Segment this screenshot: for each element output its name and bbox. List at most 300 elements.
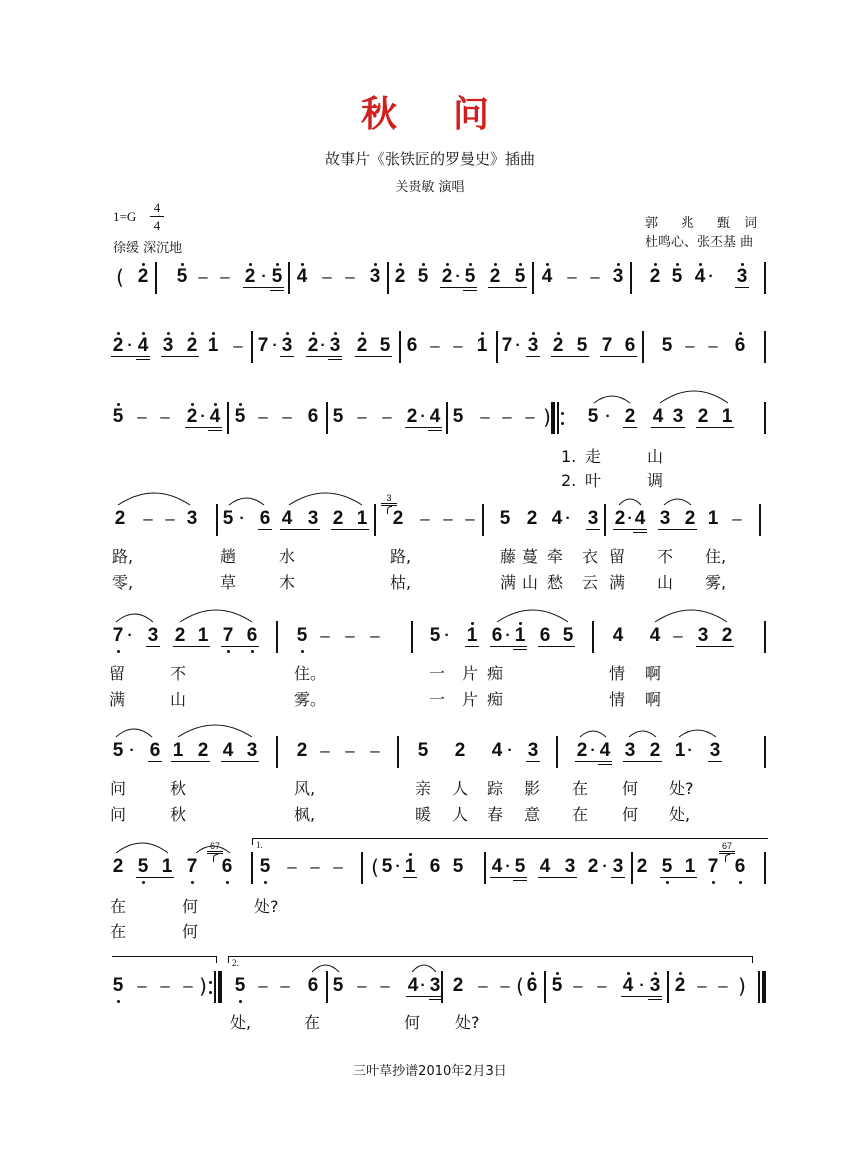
dash-extension: – <box>357 976 367 995</box>
octave-dot-above-icon <box>532 332 535 335</box>
dash-extension: – <box>198 267 208 286</box>
octave-dot-below-icon <box>117 650 120 653</box>
augmentation-dot: · <box>320 337 326 354</box>
augmentation-dot: · <box>129 742 135 759</box>
note: 1 <box>404 856 416 877</box>
barline <box>361 852 363 884</box>
duration-underline <box>513 649 527 650</box>
lyric-syllable: 啊 <box>645 690 662 709</box>
duration-underline <box>651 427 685 428</box>
augmentation-dot: · <box>444 627 450 644</box>
slur <box>180 610 252 622</box>
lyric-syllable: 云 <box>582 573 599 592</box>
note: 5 <box>551 975 563 996</box>
lyric-syllable: 叶 <box>585 471 602 490</box>
octave-dot-above-icon <box>617 263 620 266</box>
octave-dot-above-icon <box>654 263 657 266</box>
octave-dot-below-icon <box>301 650 304 653</box>
note: 2 <box>489 266 501 287</box>
repeat-dot-icon <box>209 991 212 994</box>
note: 5 <box>332 406 344 427</box>
lyric-syllable: 山 <box>170 690 187 709</box>
note: 3 <box>369 266 381 287</box>
grace-note: 67 <box>207 841 223 854</box>
volta-bracket-tick <box>216 956 217 963</box>
octave-dot-above-icon <box>739 332 742 335</box>
duration-underline <box>648 999 662 1000</box>
lyricist-credit: 郭 兆 甄 词 <box>645 216 763 231</box>
octave-dot-above-icon <box>212 332 215 335</box>
octave-dot-above-icon <box>557 332 560 335</box>
dash-extension: – <box>258 976 268 995</box>
note: 3 <box>527 740 539 761</box>
lyric-syllable: 零, <box>112 573 134 592</box>
repeat-dot-icon <box>209 981 212 984</box>
note: 2 <box>392 508 404 529</box>
note: 1 <box>514 625 526 646</box>
note: 2 <box>186 335 198 356</box>
note: 1 <box>684 856 696 877</box>
repeat-end-thin-bar <box>214 971 216 1003</box>
octave-dot-above-icon <box>181 263 184 266</box>
dash-extension: – <box>160 407 170 426</box>
note: 4 <box>622 975 634 996</box>
note: 3 <box>672 406 684 427</box>
note: 7 <box>501 335 513 356</box>
dash-extension: – <box>478 976 488 995</box>
dash-extension: – <box>708 336 718 355</box>
lyric-syllable: 住, <box>705 547 727 566</box>
repeat-end-thick-bar <box>218 971 222 1003</box>
note: 4 <box>222 740 234 761</box>
dash-extension: – <box>320 626 330 645</box>
duration-underline <box>551 356 589 357</box>
duration-underline <box>440 287 477 288</box>
note: 7 <box>222 625 234 646</box>
dash-extension: – <box>137 407 147 426</box>
song-title: 秋 问 <box>360 93 499 135</box>
dash-extension: – <box>480 407 490 426</box>
lyric-syllable: 雾。 <box>294 690 327 709</box>
lyric-syllable: 留 <box>609 547 626 566</box>
duration-underline <box>111 356 150 357</box>
note: 3 <box>246 740 258 761</box>
lyric-syllable: 啊 <box>645 664 662 683</box>
lyric-syllable: 不 <box>170 664 187 683</box>
note: 4 <box>694 266 706 287</box>
repeat-start-thin-bar <box>557 402 559 434</box>
lyric-syllable: 在 <box>304 1013 321 1032</box>
augmentation-dot: · <box>127 627 133 644</box>
grace-note: 67 <box>719 841 735 854</box>
octave-dot-above-icon <box>409 853 412 856</box>
note: 6 <box>246 625 258 646</box>
dash-extension: – <box>685 336 695 355</box>
octave-dot-above-icon <box>361 332 364 335</box>
lyric-syllable: 在 <box>110 922 127 941</box>
duration-underline <box>280 356 294 357</box>
lyric-syllable: 问 <box>110 805 127 824</box>
note: 5 <box>587 406 599 427</box>
augmentation-dot: · <box>708 268 714 285</box>
augmentation-dot: · <box>420 977 426 994</box>
note: 4 <box>209 406 221 427</box>
dash-extension: – <box>370 741 380 760</box>
note: 5 <box>137 856 149 877</box>
octave-dot-above-icon <box>334 332 337 335</box>
octave-dot-above-icon <box>142 332 145 335</box>
lyric-syllable: 山 <box>657 573 674 592</box>
duration-underline <box>575 761 612 762</box>
octave-dot-above-icon <box>519 622 522 625</box>
time-signature-bottom: 4 <box>153 218 161 233</box>
lyric-syllable: 何 <box>182 897 199 916</box>
slur <box>629 731 656 737</box>
note: 6 <box>221 856 233 877</box>
duration-underline <box>328 359 342 360</box>
barline <box>411 621 413 653</box>
note: 2 <box>614 508 626 529</box>
dash-extension: – <box>333 857 343 876</box>
lyric-syllable: 痴 <box>487 690 504 709</box>
dash-extension: – <box>183 976 193 995</box>
dash-extension: – <box>573 976 583 995</box>
volta-ending-label: 1. <box>256 840 263 850</box>
duration-underline <box>280 529 320 530</box>
note: 7 <box>186 856 198 877</box>
dash-extension: – <box>345 741 355 760</box>
lyric-syllable: 满 <box>500 573 517 592</box>
note: 4 <box>612 625 624 646</box>
dash-extension: – <box>500 976 510 995</box>
dash-extension: – <box>137 976 147 995</box>
lyric-syllable: 处, <box>669 805 691 824</box>
note: 2 <box>244 266 256 287</box>
note: 5 <box>452 406 464 427</box>
augmentation-dot: · <box>200 408 206 425</box>
lyric-syllable: 衣 <box>582 547 599 566</box>
note: 3 <box>612 266 624 287</box>
dash-extension: – <box>143 509 153 528</box>
barline <box>374 504 376 536</box>
octave-dot-below-icon <box>251 650 254 653</box>
note: 3 <box>147 625 159 646</box>
duration-underline <box>526 356 540 357</box>
note: 6 <box>539 625 551 646</box>
note: 4 <box>491 740 503 761</box>
note: 1 <box>707 508 719 529</box>
barline <box>482 504 484 536</box>
barline <box>592 621 594 653</box>
volta-bracket <box>252 838 768 839</box>
augmentation-dot: · <box>127 337 133 354</box>
barline <box>544 971 546 1003</box>
duration-underline <box>490 877 527 878</box>
note: 5 <box>452 856 464 877</box>
note: 2 <box>186 406 198 427</box>
note: 2 <box>452 975 464 996</box>
note: 6 <box>526 975 538 996</box>
lyric-syllable: 不 <box>657 547 674 566</box>
octave-dot-above-icon <box>286 332 289 335</box>
repeat-dot-icon <box>561 422 564 425</box>
note: 3 <box>329 335 341 356</box>
dash-extension: – <box>345 267 355 286</box>
lyric-syllable: 处? <box>254 897 279 916</box>
note: 7 <box>601 335 613 356</box>
lyric-syllable: 住。 <box>294 664 327 683</box>
lyric-syllable: 问 <box>110 779 127 798</box>
note: 2 <box>112 856 124 877</box>
volta-bracket <box>228 956 753 957</box>
lyric-syllable: 秋 <box>170 779 187 798</box>
duration-underline <box>633 532 647 533</box>
barline <box>399 331 401 363</box>
note: 5 <box>271 266 283 287</box>
note: 3 <box>697 625 709 646</box>
octave-dot-above-icon <box>519 263 522 266</box>
note: 3 <box>612 856 624 877</box>
grace-note: 3 <box>381 493 397 506</box>
octave-dot-above-icon <box>481 332 484 335</box>
note: 1 <box>197 625 209 646</box>
octave-dot-below-icon <box>739 881 742 884</box>
augmentation-dot: · <box>687 742 693 759</box>
parenthesis: ( <box>116 265 124 289</box>
note: 2 <box>721 625 733 646</box>
octave-dot-above-icon <box>422 263 425 266</box>
octave-dot-below-icon <box>712 881 715 884</box>
parenthesis: ( <box>371 855 379 879</box>
augmentation-dot: · <box>505 627 511 644</box>
duration-underline <box>586 529 600 530</box>
note: 4 <box>296 266 308 287</box>
slur <box>679 730 716 737</box>
note: 1 <box>674 740 686 761</box>
dash-extension: – <box>320 741 330 760</box>
transcriber-credit: 三叶草抄谱2010年2月3日 <box>353 1064 507 1079</box>
final-thick-bar <box>762 971 766 1003</box>
note: 5 <box>234 406 246 427</box>
barline <box>251 331 253 363</box>
lyric-syllable: 处, <box>230 1013 252 1032</box>
note: 4 <box>407 975 419 996</box>
duration-underline <box>513 880 527 881</box>
lyric-syllable: 一 <box>429 664 446 683</box>
note: 6 <box>624 335 636 356</box>
augmentation-dot: · <box>602 858 608 875</box>
lyric-syllable: 片 <box>462 664 479 683</box>
dash-extension: – <box>357 407 367 426</box>
note: 3 <box>624 740 636 761</box>
augmentation-dot: · <box>639 977 645 994</box>
note: 2 <box>332 508 344 529</box>
dash-extension: – <box>420 509 430 528</box>
note: 5 <box>296 625 308 646</box>
barline <box>288 262 290 294</box>
duration-underline <box>708 761 722 762</box>
volta-bracket-tick <box>752 956 753 963</box>
note: 3 <box>709 740 721 761</box>
duration-underline <box>611 877 625 878</box>
note: 5 <box>576 335 588 356</box>
augmentation-dot: · <box>627 510 633 527</box>
volta-bracket-tick <box>228 956 229 963</box>
song-subtitle: 故事片《张铁匠的罗曼史》插曲 <box>324 150 535 168</box>
note: 3 <box>564 856 576 877</box>
duration-underline <box>185 427 222 428</box>
note: 1 <box>172 740 184 761</box>
lyric-syllable: 2. <box>561 471 577 490</box>
octave-dot-above-icon <box>167 332 170 335</box>
note: 4 <box>634 508 646 529</box>
dash-extension: – <box>160 976 170 995</box>
dash-extension: – <box>590 267 600 286</box>
note: 4 <box>137 335 149 356</box>
note: 2 <box>441 266 453 287</box>
note: 1 <box>476 335 488 356</box>
tempo-marking: 徐缓 深沉地 <box>113 241 183 256</box>
lyric-syllable: 风, <box>294 779 316 798</box>
duration-underline <box>463 290 477 291</box>
note: 2 <box>576 740 588 761</box>
parenthesis: ) <box>738 974 746 998</box>
lyric-syllable: 亲 <box>415 779 432 798</box>
slur <box>178 725 252 737</box>
barline <box>667 971 669 1003</box>
barline <box>155 262 157 294</box>
octave-dot-above-icon <box>374 263 377 266</box>
note: 6 <box>149 740 161 761</box>
lyric-syllable: 何 <box>622 805 639 824</box>
slur <box>116 729 152 737</box>
note: 5 <box>417 266 429 287</box>
note: 6 <box>307 406 319 427</box>
volta-ending-label: 2. <box>232 958 239 968</box>
note: 2 <box>454 740 466 761</box>
octave-dot-above-icon <box>741 263 744 266</box>
octave-dot-above-icon <box>531 972 534 975</box>
slur <box>580 731 606 737</box>
parenthesis: ) <box>199 974 207 998</box>
dash-extension: – <box>310 857 320 876</box>
dash-extension: – <box>287 857 297 876</box>
barline <box>446 402 448 434</box>
duration-underline <box>243 287 284 288</box>
duration-underline <box>488 287 527 288</box>
note: 2 <box>114 508 126 529</box>
note: 5 <box>222 508 234 529</box>
octave-dot-below-icon <box>191 881 194 884</box>
note: 3 <box>162 335 174 356</box>
octave-dot-above-icon <box>546 263 549 266</box>
duration-underline <box>658 529 697 530</box>
octave-dot-below-icon <box>239 1000 242 1003</box>
lyric-syllable: 情 <box>609 690 626 709</box>
lyric-syllable: 春 <box>487 805 504 824</box>
slur <box>594 396 630 403</box>
duration-underline <box>623 761 662 762</box>
duration-underline <box>406 996 442 997</box>
barline <box>630 262 632 294</box>
note: 5 <box>661 856 673 877</box>
duration-underline <box>136 359 150 360</box>
note: 3 <box>527 335 539 356</box>
lyric-syllable: 枯, <box>390 573 412 592</box>
note: 3 <box>649 975 661 996</box>
duration-underline <box>161 356 199 357</box>
lyric-syllable: 草 <box>220 573 237 592</box>
note: 6 <box>406 335 418 356</box>
note: 7 <box>112 625 124 646</box>
note: 2 <box>406 406 418 427</box>
octave-dot-above-icon <box>117 403 120 406</box>
note: 4 <box>429 406 441 427</box>
octave-dot-above-icon <box>399 263 402 266</box>
lyric-syllable: 枫, <box>294 805 316 824</box>
octave-dot-below-icon <box>117 1000 120 1003</box>
octave-dot-above-icon <box>142 263 145 266</box>
dash-extension: – <box>525 407 535 426</box>
dash-extension: – <box>697 976 707 995</box>
augmentation-dot: · <box>239 510 245 527</box>
duration-underline <box>331 529 369 530</box>
lyric-syllable: 一 <box>429 690 446 709</box>
note: 3 <box>736 266 748 287</box>
duration-underline <box>660 877 697 878</box>
octave-dot-above-icon <box>676 263 679 266</box>
note: 1 <box>356 508 368 529</box>
barline <box>764 852 766 884</box>
dash-extension: – <box>465 509 475 528</box>
note: 6 <box>429 856 441 877</box>
duration-underline <box>465 646 479 647</box>
lyric-syllable: 踪 <box>487 779 504 798</box>
note: 5 <box>417 740 429 761</box>
note: 7 <box>257 335 269 356</box>
note: 2 <box>307 335 319 356</box>
dash-extension: – <box>233 336 243 355</box>
key-signature: 1=G <box>113 209 137 224</box>
lyric-syllable: 人 <box>452 779 469 798</box>
note: 3 <box>429 975 441 996</box>
note: 5 <box>112 740 124 761</box>
parenthesis: ( <box>516 974 524 998</box>
barline <box>642 331 644 363</box>
note: 2 <box>624 406 636 427</box>
slur <box>116 614 153 622</box>
duration-underline <box>623 427 637 428</box>
dash-extension: – <box>380 976 390 995</box>
note: 1 <box>207 335 219 356</box>
lyric-syllable: 在 <box>110 897 127 916</box>
note: 1 <box>466 625 478 646</box>
lyric-syllable: 1. <box>561 447 577 466</box>
note: 2 <box>174 625 186 646</box>
note: 2 <box>356 335 368 356</box>
barline <box>759 504 761 536</box>
note: 5 <box>112 406 124 427</box>
note: 5 <box>234 975 246 996</box>
lyric-syllable: 何 <box>404 1013 421 1032</box>
barline <box>496 331 498 363</box>
dash-extension: – <box>220 267 230 286</box>
note: 6 <box>259 508 271 529</box>
note: 5 <box>112 975 124 996</box>
parenthesis: ) <box>543 405 551 429</box>
dash-extension: – <box>597 976 607 995</box>
repeat-dot-icon <box>561 412 564 415</box>
